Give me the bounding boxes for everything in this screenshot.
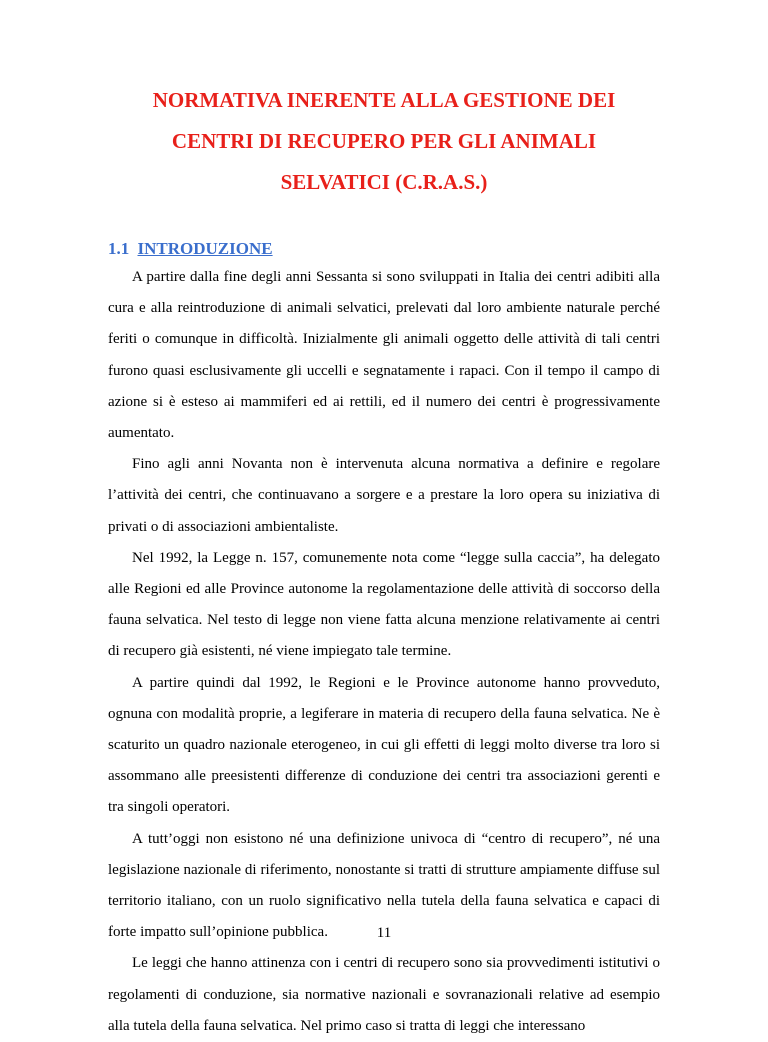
section-heading — [108, 239, 273, 259]
title-line-2: CENTRI DI RECUPERO PER GLI ANIMALI — [171, 129, 597, 153]
title-line-1: NORMATIVA INERENTE ALLA GESTIONE DEI — [152, 88, 616, 112]
section-title-link[interactable]: INTRODUZIONE — [137, 239, 273, 258]
paragraph: A partire quindi dal 1992, le Regioni e le Province autonome hanno provveduto, ognuna con modalità proprie, a legiferare in materia di recupero della fauna selvatica. Ne è scaturito un quadro nazionale eterogeneo, in cui gli effetti di leggi molto diverse tra loro si assommano alle preesistenti differenze di conduzione dei centri tra associazioni gerenti e tra singoli operatori. — [108, 674, 660, 816]
paragraph: Fino agli anni Novanta non è intervenuta alcuna normativa a definire e regolare l’attività dei centri, che continuavano a sorgere e a prestare la loro opera su iniziativa di privati o di associazioni ambientaliste. — [108, 456, 660, 535]
paragraph: A partire dalla fine degli anni Sessanta si sono sviluppati in Italia dei centri adibiti alla cura e alla reintroduzione di animali selvatici, prelevati dal loro ambiente naturale perché feriti o comunque in difficoltà. Inizialmente gli animali oggetto delle attività di tali centri furono quasi esclusivamente gli uccelli e segnatamente i rapaci. Con il tempo il campo di azione si è esteso ai mammiferi ed ai rettili, ed il numero dei centri è progressivamente aumentato. — [108, 269, 660, 442]
section-number: 1.1 — [108, 239, 130, 258]
document-title — [108, 80, 660, 203]
paragraph: A tutt’oggi non esistono né una definizione univoca di “centro di recupero”, né una legislazione nazionale di riferimento, nonostante si tratti di strutture ampiamente diffuse sul territorio italiano, con un ruolo significativo nella tutela della fauna selvatica e capaci di forte impatto sull’opinione pubblica. — [108, 830, 660, 941]
title-line-3: SELVATICI (C.R.A.S.) — [280, 170, 488, 194]
paragraph: Le leggi che hanno attinenza con i centri di recupero sono sia provvedimenti istitutivi o regolamenti di conduzione, sia normative nazionali e sovranazionali relative ad esempio alla tutela della fauna selvatica. Nel primo caso si tratta di leggi che interessano — [108, 955, 660, 1034]
paragraph: Nel 1992, la Legge n. 157, comunemente nota come “legge sulla caccia”, ha delegato alle Regioni ed alle Province autonome la regolamentazione delle attività di soccorso della fauna selvatica. Nel testo di legge non viene fatta alcuna menzione relativamente ai centri di recupero già esistenti, né viene impiegato tale termine. — [108, 549, 660, 660]
page-number: 11 — [376, 925, 392, 941]
